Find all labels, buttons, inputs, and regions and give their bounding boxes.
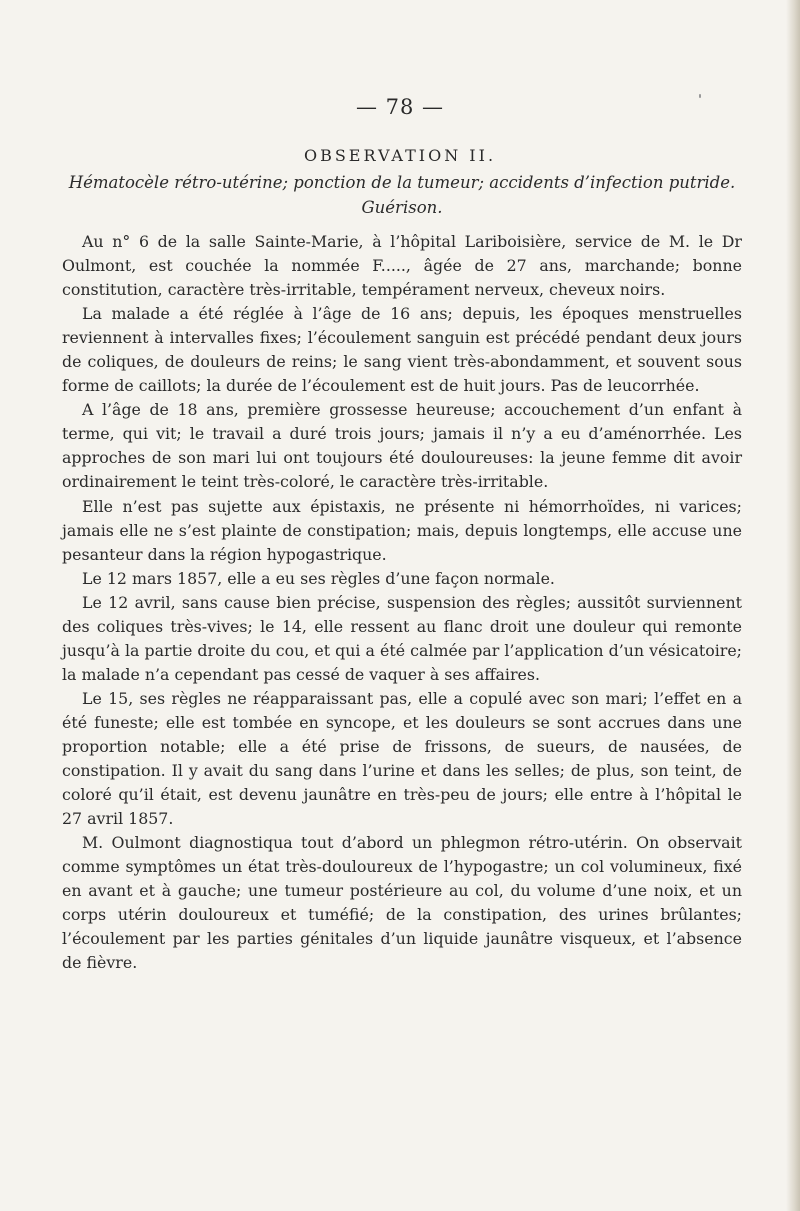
observation-heading: OBSERVATION II.	[303, 146, 497, 165]
observation-body	[62, 230, 742, 975]
paragraph: Le 12 mars 1857, elle a eu ses règles d’une façon normale.	[82, 568, 555, 588]
paragraph: Au n° 6 de la salle Sainte-Marie, à l’hôpital Lariboisière, service de M. le Dr Oulmont, est couchée la nommée F....., âgée de 27 ans, marchande; bonne constitution, caractère très-irritable, tempérament nerveux, cheveux noirs.	[62, 232, 742, 300]
paragraph: Le 12 avril, sans cause bien précise, suspension des règles; aussitôt surviennent des coliques très-vives; le 14, elle ressent au flanc droit une douleur qui remonte jusqu’à la partie droite du cou, et qui a été calmée par l’application d’un vésicatoire; la malade n’a cependant pas cessé de vaquer à ses affaires.	[62, 592, 742, 684]
paragraph: Le 15, ses règles ne réapparaissant pas, elle a copulé avec son mari; l’effet en a été funeste; elle est tombée en syncope, et les douleurs se sont accrues dans une proportion notable; elle a été prise de frissons, de sueurs, de nausées, de constipation. Il y avait du sang dans l’urine et dans les selles; de plus, son teint, de coloré qu’il était, est devenu jaunâtre en très-peu de jours; elle entre à l’hôpital le 27 avril 1857.	[62, 688, 742, 829]
paragraph: M. Oulmont diagnostiqua tout d’abord un phlegmon rétro-utérin. On observait comme symptômes un état très-douloureux de l’hypogastre; un col volumineux, fixé en avant et à gauche; une tumeur postérieure au col, du volume d’une noix, et un corps utérin douloureux et tuméfié; de la constipation, des urines brûlantes; l’écoulement par les parties génitales d’un liquide jaunâtre visqueux, et l’absence de fièvre.	[62, 833, 742, 973]
observation-subtitle: Hématocèle rétro-utérine; ponction de la tumeur; accidents d’infection putride. Guérison.	[68, 173, 736, 217]
paragraph: A l’âge de 18 ans, première grossesse heureuse; accouchement d’un enfant à terme, qui vit; le travail a duré trois jours; jamais il n’y a eu d’aménorrhée. Les approches de son mari lui ont toujours été douloureuses: la jeune femme dit avoir ordinairement le teint très-coloré, le caractère très-irritable.	[62, 400, 742, 492]
page-edge-shadow	[786, 0, 800, 1211]
paragraph: Elle n’est pas sujette aux épistaxis, ne présente ni hémorrhoïdes, ni varices; jamais elle ne s’est plainte de constipation; mais, depuis longtemps, elle accuse une pesanteur dans la région hypogastrique.	[62, 496, 742, 564]
paragraph: La malade a été réglée à l’âge de 16 ans; depuis, les époques menstruelles reviennent à intervalles fixes; l’écoulement sanguin est précédé pendant deux jours de coliques, de douleurs de reins; le sang vient très-abondamment, et souvent sous forme de caillots; la durée de l’écoulement est de huit jours. Pas de leucorrhée.	[62, 304, 742, 396]
page-number: — 78 —	[355, 95, 445, 119]
